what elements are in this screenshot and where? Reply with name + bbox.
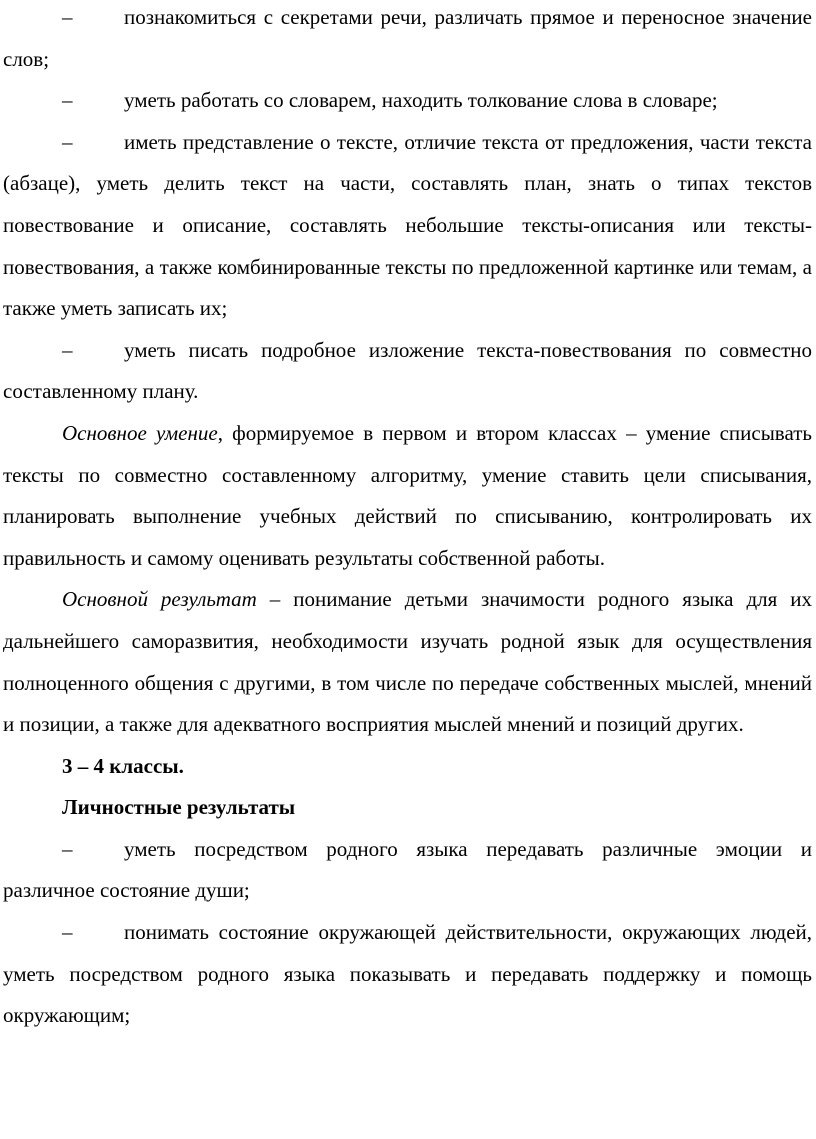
paragraph-text: – понимание детьми значимости родного языка для их дальнейшего саморазвития, необходимости изучать родной язык для осуществления полноценного общения с другими, в том числе по передаче собственных мыслей, мнений и позиции, а также для адекватного восприятия мыслей мнений и позиций других. — [3, 587, 812, 737]
paragraph-text: , формируемое в первом и втором классах – умение списывать тексты по совместно составленному алгоритму, умение ставить цели списывания, планировать выполнение учебных действий по списыванию, контролировать их правильность и самому оценивать результаты собственной работы. — [3, 420, 812, 570]
paragraph-main-result — [3, 579, 812, 745]
dash-marker: – — [62, 129, 73, 154]
bullet-text: познакомиться с секретами речи, различать прямое и переносное значение слов; — [3, 5, 812, 71]
document-body — [3, 0, 812, 1037]
dash-marker: – — [62, 920, 73, 945]
bullet-item — [3, 122, 812, 330]
bullet-item — [3, 330, 812, 413]
bullet-text: уметь работать со словарем, находить толкование слова в словаре; — [124, 88, 718, 113]
bullet-item — [3, 912, 812, 1037]
bullet-item — [3, 0, 812, 80]
dash-marker: – — [62, 5, 73, 29]
dash-marker: – — [62, 836, 73, 861]
bullet-text: уметь писать подробное изложение текста-повествования по совместно составленному плану. — [3, 337, 812, 404]
bullet-item — [3, 80, 812, 122]
bullet-text: понимать состояние окружающей действительности, окружающих людей, уметь посредством родного языка показывать и передавать поддержку и помощь окружающим; — [3, 920, 812, 1028]
paragraph-main-skill — [3, 413, 812, 579]
term-main-result: Основной результат — [62, 587, 257, 612]
bullet-item — [3, 829, 812, 912]
dash-marker: – — [62, 337, 73, 362]
heading-personal-results: Личностные результаты — [62, 795, 296, 820]
term-main-skill: Основное умение — [62, 420, 218, 445]
dash-marker: – — [62, 88, 73, 113]
bullet-text: уметь посредством родного языка передавать различные эмоции и различное состояние души; — [3, 836, 812, 903]
bullet-text: иметь представление о тексте, отличие текста от предложения, части текста (абзаце), уметь делить текст на части, составлять план, знать о типах текстов повествование и описание, составлять небольшие тексты-описания или тексты-повествования, а также комбинированные тексты по предложенной картинке или темам, а также уметь записать их; — [3, 129, 812, 321]
heading-grades: 3 – 4 классы. — [62, 753, 184, 778]
